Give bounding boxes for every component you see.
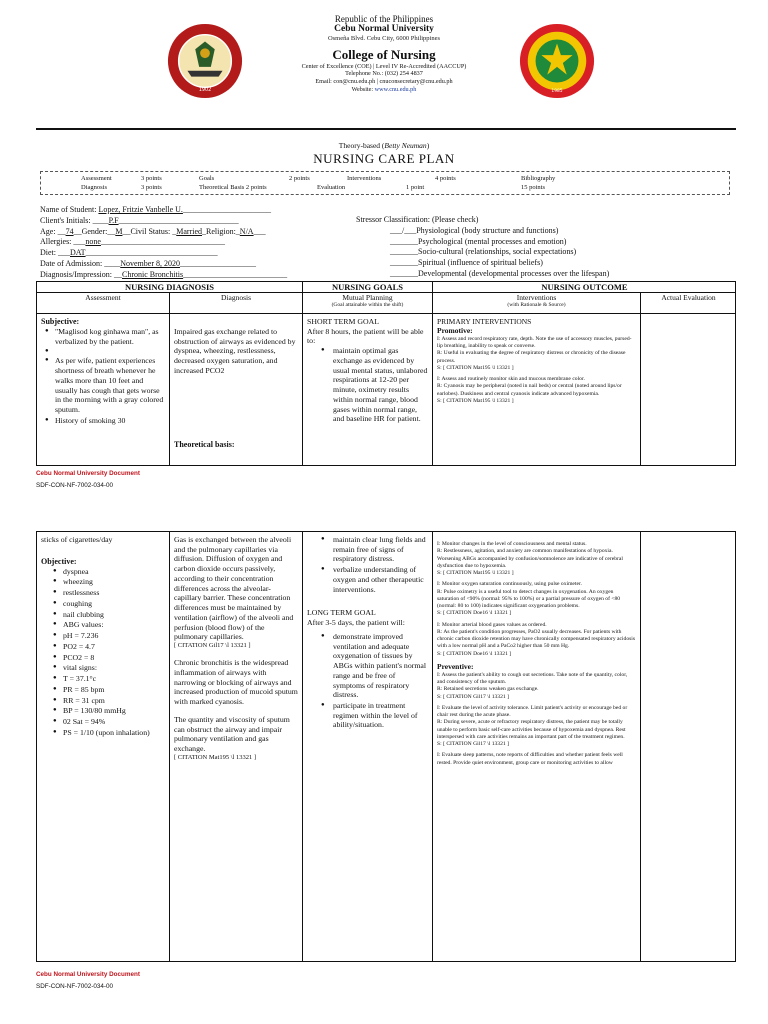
footer-doc-code-2: SDF-CON-NF-7002-034-00 (36, 983, 113, 990)
website-link[interactable]: www.cnu.edu.ph (374, 85, 417, 93)
svg-text:1902: 1902 (198, 87, 212, 94)
footer-doc-label-2: Cebu Normal University Document (36, 971, 140, 978)
website-line: Website: www.cnu.edu.ph (351, 85, 417, 93)
student-name: Lopez, Fritzie Vanbelle U. (98, 205, 183, 214)
stressor-classification: Stressor Classification: (Please check) ___/___Physiological (body structure and functions) _______Psychological (mental processes and emotion) _______Socio-cultural (relationships, social expectations) _______Spiritual (influence of spiritual beliefs) _______Developmental (developmental processes over the lifespan) (356, 215, 610, 278)
stressor-spiritual[interactable]: Spiritual (influence of spiritual beliefs) (418, 258, 543, 268)
stressor-psychological[interactable]: Psychological (mental processes and emotion) (418, 236, 567, 246)
theoretical-basis-cell: Gas is exchanged between the alveoli and the pulmonary capillaries via diffusion. Diffusion of oxygen and carbon dioxide occurs passively, according to their concentration differences across the alveolar-capillary barrier. These concentration differences must be maintained by ventilation (airflow) of the alveoli and perfusion (blood flow) of the pulmonary capillaries. [ CITATION Gil17 \l 13321 ] Chronic bronchitis is the widespread inflammation of airways with narrowing or blocking of airways and increased production of mucoid sputum with marked cyanosis. The quantity and viscosity of sputum can obstruct the airway and impair pulmonary ventilation and gas exchange. [ CITATION Mat195 \l 13321 ] (170, 532, 303, 961)
telephone-line: Telephone No.: (032) 254 4837 (345, 70, 423, 78)
assessment-cell: Subjective: ● "Maglisod kog ginhawa man", as verbalized by the patient. ● ● As per wife, patient experiences shortness of breath whenever he walks more than 10 feet and usually has cough that gets worse in the morning with a gray colored sputum. ● History of smoking 30 (37, 314, 170, 465)
header-divider (36, 128, 736, 130)
university-address: Osmeña Blvd. Cebu City, 6000 Philippines (327, 35, 441, 43)
col-actual-evaluation: Actual Evaluation (641, 293, 736, 314)
page-title: NURSING CARE PLAN (313, 151, 455, 166)
email-line: Email: con@cnu.edu.ph | cnuconsecretary@cnu.edu.ph (315, 78, 453, 86)
theory-based-line: Theory-based (Betty Neuman) (338, 141, 430, 150)
col-assessment: Assessment (37, 293, 170, 314)
student-info: Name of Student: Lopez, Fritzie Vanbelle U.______________________ Client's Initials: ____P.F______________________________ Age: __74__Gender:__M__Civil Status: _Married_Religion:_N/A___ Allergies: ___none_______________________________ Diet: ___DAT_________________________________ Date of Admission: ____November 8, 2020___________________ Diagnosis/Impression: __Chronic Bronchitis__________________________ (40, 205, 288, 279)
col-mutual-planning: Mutual Planning (Goal attainable within the shift) (303, 293, 433, 314)
subjective-item: ● As per wife, patient experiences shortness of breath whenever he walks more than 10 feet and usually has cough that gets worse in the morning with a gray colored sputum. (55, 356, 165, 414)
theoretical-basis-label: Theoretical basis: (174, 440, 235, 449)
col-interventions: Interventions (with Rationale & Source) (433, 293, 641, 314)
long-term-goal-label: LONG TERM GOAL (307, 608, 376, 618)
stressor-physiological[interactable]: Physiological (body structure and functions) (416, 225, 559, 235)
goal-item: ● maintain clear lung fields and remain free of signs of respiratory distress. (333, 535, 428, 564)
subjective-item: ● History of smoking 30 (55, 416, 165, 426)
col-diagnosis: Diagnosis (170, 293, 303, 314)
diagnosis-statement: Impaired gas exchange related to obstruction of airways as evidenced by dyspnea, wheezing, restlessness, decreased oxygen saturation, and increased PCO2 (174, 327, 296, 375)
diagnosis-cell (170, 314, 303, 465)
care-plan-table-page1 (36, 281, 736, 466)
header-nursing-outcome: NURSING OUTCOME (433, 282, 736, 293)
client-initials: P.F (108, 215, 119, 225)
header-nursing-goals: NURSING GOALS (303, 282, 433, 293)
evaluation-cell (641, 314, 736, 465)
evaluation-cell-cont (641, 532, 736, 961)
accreditation-line: Center of Excellence (COE) | Level IV Re-Accredited (AACCUP) (301, 62, 467, 70)
footer-doc-label: Cebu Normal University Document (36, 470, 140, 477)
goals-cell: SHORT TERM GOAL After 8 hours, the patient will be able to: ● maintain optimal gas exchange as evidenced by usual mental status, unlabored respirations at 12-20 per minute, oximetry results within normal range, blood gases within normal range, and baseline HR for patient. (303, 314, 433, 465)
footer-doc-code: SDF-CON-NF-7002-034-00 (36, 482, 113, 489)
interventions-cell-cont: I: Monitor changes in the level of consciousness and mental status. R: Restlessness, agitation, and anxiety are common manifestations of hypoxia. Worsening ABGs accompanied by confusion/somnolence are indicative of cerebral dysfunction due to hypoxemia. S: [ CITATION Mat195 \l 13321 ] I: Monitor oxygen saturation continuously, using pulse oximeter. R: Pulse oximetry is a useful tool to detect changes in oxygenation. An oxygen saturation of <90% (normal: 95% to 100%) or a partial pressure of oxygen of <80 (normal: 80 to 100) indicates significant oxygenation problems. S: [ CITATION Doe16 \l 13321 ] I: Monitor arterial blood gases values as ordered. R: As the patient's condition progresses, PaO2 usually decreases. For patients with chronic carbon dioxide retention may have chronically compensated respiratory acidosis with a low normal pH and a PaCo2 higher than 50 mm Hg. S: [ CITATION Doe16 \l 13321 ] Preventive: I: Assess the patient's ability to cough out secretions. Take note of the quantity, color, and consistency of the sputum. R: Retained secretions weaken gas exchange. S: [ CITATION Gil17 \l 13321 ] I: Evaluate the level of activity tolerance. Limit patient's activity or encourage bed or chair rest during the acute phase. R: During severe, acute or refractory respiratory distress, the patient may be totally unable to perform basic self-care activities because of hypoxemia and dyspnea. Rest interspersed with care activities remains an important part of the treatment regimen. S: [ CITATION Gil17 \l 13321 ] I: Evaluate sleep patterns, note reports of difficulties and whether patient feels well rested. Provide quiet environment, group care or monitoring activities to allow (433, 532, 641, 961)
republic-line: Republic of the Philippines (334, 14, 434, 24)
goal-item: ● demonstrate improved ventilation and adequate oxygenation of tissues by ABGs within patient's normal range and be free of symptoms of respiratory distress. (333, 632, 428, 700)
university-name: Cebu Normal University (334, 24, 434, 35)
header-nursing-diagnosis: NURSING DIAGNOSIS (37, 282, 303, 293)
goal-item: ● verbalize understanding of oxygen and other therapeutic interventions. (333, 565, 428, 594)
stressor-developmental[interactable]: Developmental (developmental processes over the lifespan) (418, 268, 610, 278)
interventions-cell: PRIMARY INTERVENTIONS Promotive: I: Assess and record respiratory rate, depth. Note the use of accessory muscles, pursed-lip breathing, inability to speak or converse. R: Useful in evaluating the degree of respiratory distress or chronicity of the disease process. S: [ CITATION Mat195 \l 13321 ] I: Assess and routinely monitor skin and mucous membrane color. R: Cyanosis may be peripheral (noted in nail beds) or central (noted around lips/or earlobes). Duskiness and central cyanosis indicate advanced hypoxemia. S: [ CITATION Mat195 \l 13321 ] (433, 314, 641, 465)
stressor-sociocultural[interactable]: Socio-cultural (relationships, social expectations) (418, 247, 577, 257)
letterhead (200, 14, 568, 94)
goal-item: ● maintain optimal gas exchange as evidenced by usual mental status, unlabored respirations at 12-20 per minute, oximetry results within normal range, blood gases within normal range, and baseline HR for patient. (333, 346, 428, 424)
svg-text:1985: 1985 (551, 89, 563, 95)
assessment-cell-cont: sticks of cigarettes/day Objective: ● dyspnea ● wheezing ● restlessness ● coughing ● nail clubbing ● ABG values: ● pH = 7.236 ● PO2 = 4.7 ● PCO2 = 8 ● vital signs: ● T = 37.1°c ● PR = 85 bpm ● RR = 31 cpm ● BP = 130/80 mmHg ● 02 Sat = 94% ● PS = 1/10 (upon inhalation) (37, 532, 170, 961)
goals-cell-cont: ● maintain clear lung fields and remain free of signs of respiratory distress. ● verbalize understanding of oxygen and other therapeutic interventions. LONG TERM GOAL After 3-5 days, the patient will: ● demonstrate improved ventilation and adequate oxygenation of tissues by ABGs within patient's normal range and be free of symptoms of respiratory distress. ● participate in treatment regimen within the level of ability/situation. (303, 532, 433, 961)
short-term-goal-label: SHORT TERM GOAL (307, 317, 380, 326)
goal-item: ● participate in treatment regimen within the level of ability/situation. (333, 701, 428, 730)
grading-points-box: Assessment 3 points Goals 2 points Interventions 4 points Bibliography Diagnosis 3 points Theoretical Basis 2 points Evaluation 1 point 15 points (40, 171, 730, 195)
care-plan-table-page2 (36, 531, 736, 962)
primary-interventions-label: PRIMARY INTERVENTIONS (437, 317, 532, 326)
college-name: College of Nursing (332, 46, 436, 62)
subjective-item: ● "Maglisod kog ginhawa man", as verbalized by the patient. (55, 327, 165, 346)
